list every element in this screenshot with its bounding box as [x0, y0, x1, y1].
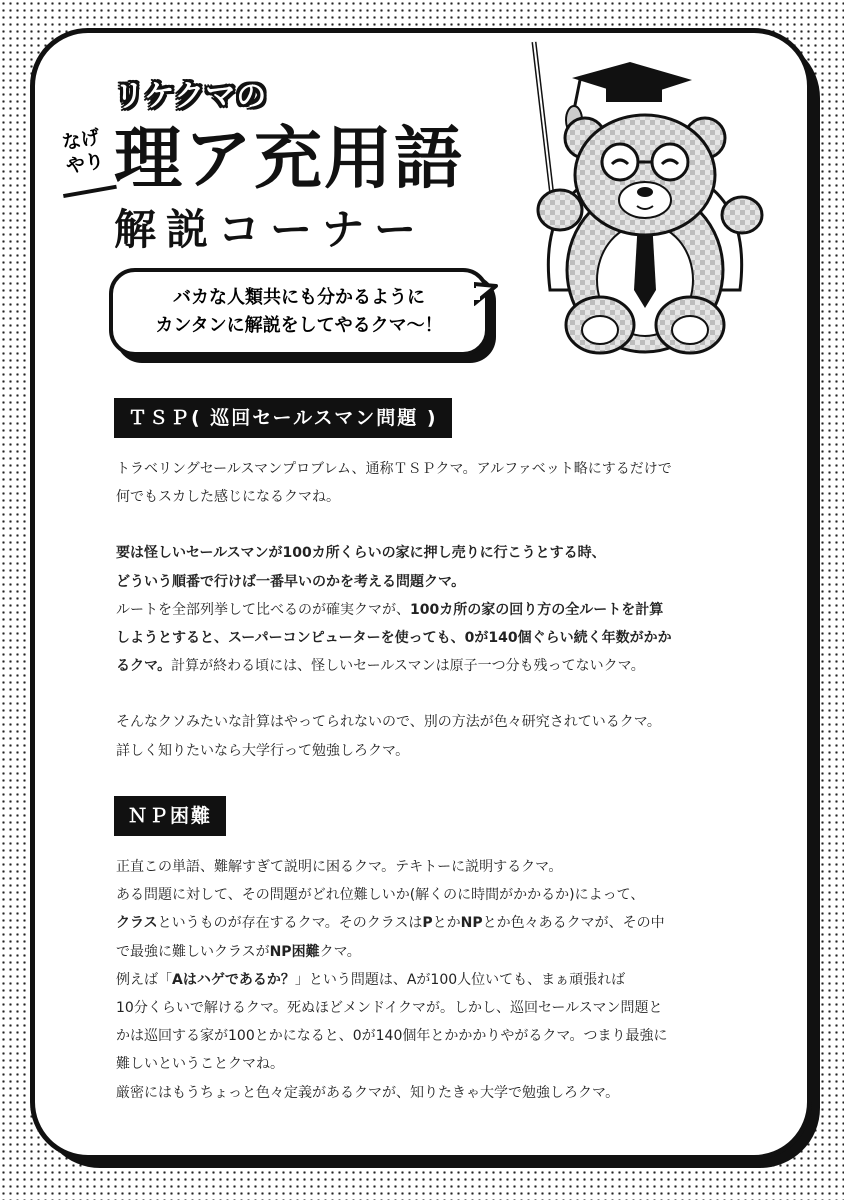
text-line: しようとすると、スーパーコンピューターを使っても、0が140個ぐらい続く年数がかか: [116, 630, 672, 647]
page-title: 理ア充用語: [114, 120, 465, 199]
page-subtitle: 解説コーナー: [114, 205, 427, 254]
text-span: ルートを全部列挙して比べるのが確実クマが、: [116, 601, 410, 618]
section-tsp-body: [116, 455, 756, 765]
text-span: 100カ所の家の回り方の全ルートを計算: [410, 601, 664, 618]
text-span: で最強に難しいクラスが: [116, 943, 270, 960]
text-line: ある問題に対して、その問題がどれ位難しいか(解くのに時間がかかるか)によって、: [116, 887, 645, 904]
text-line: 何でもスカした感じになるクマね。: [116, 489, 340, 506]
text-line: [116, 938, 756, 966]
text-span: とか: [432, 915, 461, 932]
speech-bubble: [109, 268, 489, 356]
heading-np-hard: ＮＰ困難: [114, 796, 226, 836]
section-np-body: [116, 853, 756, 1107]
text-line: [116, 966, 756, 994]
text-line: かは巡回する家が100とかになると、0が140個年とかかかりやがるクマ。つまり最強に: [116, 1028, 668, 1045]
bubble-line-1: バカな人類共にも分かるように: [173, 287, 425, 308]
text-line: 厳密にはもうちょっと色々定義があるクマが、知りたきゃ大学で勉強しろクマ。: [116, 1084, 620, 1101]
text-line: 詳しく知りたいなら大学行って勉強しろクマ。: [116, 742, 410, 759]
text-line: そんなクソみたいな計算はやってられないので、別の方法が色々研究されているクマ。: [116, 714, 661, 731]
series-title: リケクマの: [114, 79, 268, 114]
text-span: NP: [460, 915, 483, 932]
nageyari-line1: なげ: [60, 126, 102, 155]
text-span: P: [422, 915, 433, 932]
text-span: 例えば「: [116, 971, 172, 988]
text-line: 要は怪しいセールスマンが100カ所くらいの家に押し売りに行こうとする時、: [116, 545, 606, 562]
heading-tsp: ＴＳＰ( 巡回セールスマン問題 ): [114, 398, 452, 438]
text-span: とか色々あるクマが、その中: [482, 915, 665, 932]
text-line: 難しいということクマね。: [116, 1056, 284, 1073]
text-span: クマ。: [319, 943, 361, 960]
text-line: 10分くらいで解けるクマ。死ぬほどメンドイクマが。しかし、巡回セールスマン問題と: [116, 1000, 663, 1017]
text-line: 正直この単語、難解すぎて説明に困るクマ。テキトーに説明するクマ。: [116, 859, 563, 875]
title-block: [58, 74, 498, 264]
bubble-line-2: カンタンに解説をしてやるクマ〜！: [155, 315, 443, 336]
nageyari-line2: やり: [64, 149, 106, 178]
text-span: 計算が終わる頃には、怪しいセールスマンは原子一つ分も残ってないクマ。: [171, 658, 645, 675]
text-span: Aはハゲであるか？: [172, 971, 295, 988]
text-span: NP困難: [269, 943, 320, 960]
text-line: [116, 596, 756, 624]
nageyari-tag: [54, 124, 112, 180]
text-line: [116, 909, 756, 937]
text-line: どういう順番で行けば一番早いのかを考える問題クマ。: [116, 573, 466, 590]
bubble-tail-icon: [474, 280, 500, 310]
text-line: [116, 652, 756, 680]
text-span: というものが存在するクマ。そのクラスは: [157, 915, 423, 932]
text-span: 」という問題は、Aが100人位いても、まぁ頑張れば: [294, 971, 626, 988]
text-line: トラベリングセールスマンプロブレム、通称ＴＳＰクマ。アルファベット略にするだけで: [116, 461, 672, 477]
text-span: クラス: [116, 915, 158, 932]
bear-mascot-icon: [520, 40, 770, 360]
text-span: るクマ。: [116, 658, 172, 675]
